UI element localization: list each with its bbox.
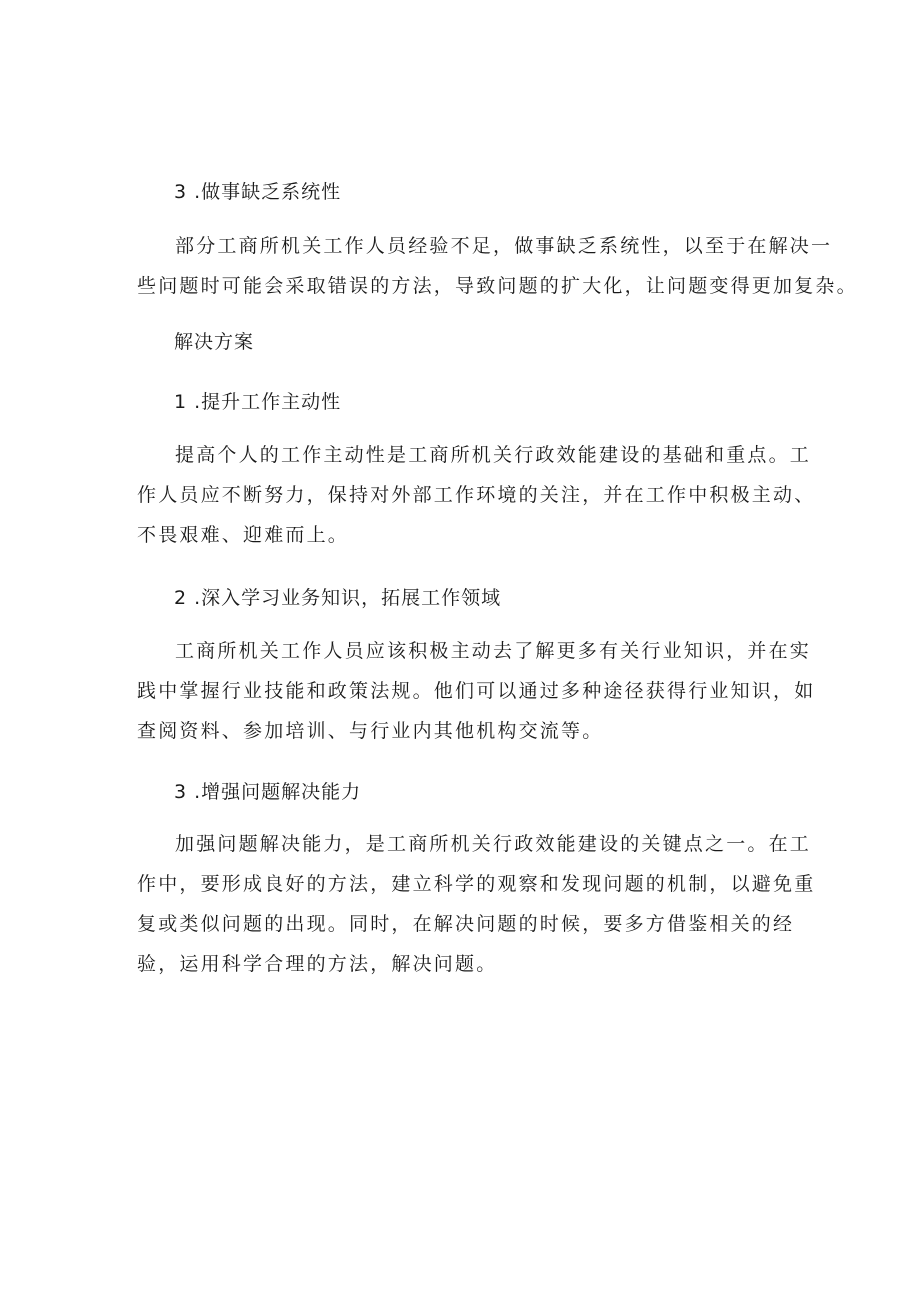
paragraph-problem-solving [137, 824, 816, 984]
paragraph-line: 践中掌握行业技能和政策法规。他们可以通过多种途径获得行业知识，如 [137, 680, 816, 702]
section-heading-learning: 2 .深入学习业务知识，拓展工作领域 [174, 587, 502, 609]
paragraph-initiative [137, 435, 816, 555]
section-heading-problem-solving: 3 .增强问题解决能力 [174, 781, 362, 803]
paragraph-line: 工商所机关工作人员应该积极主动去了解更多有关行业知识，并在实 [175, 640, 812, 662]
paragraph-line: 查阅资料、参加培训、与行业内其他机构交流等。 [137, 720, 604, 742]
paragraph-line: 作人员应不断努力，保持对外部工作环境的关注，并在工作中积极主动、 [137, 484, 816, 506]
paragraph-line: 作中，要形成良好的方法，建立科学的观察和发现问题的机制，以避免重 [137, 873, 816, 895]
paragraph-line: 加强问题解决能力，是工商所机关行政效能建设的关键点之一。在工 [175, 833, 812, 855]
section-heading-initiative: 1 .提升工作主动性 [174, 391, 342, 413]
paragraph-line: 部分工商所机关工作人员经验不足，做事缺乏系统性，以至于在解决一 [175, 235, 833, 257]
paragraph-lack-of-system [137, 226, 858, 306]
paragraph-learning [137, 631, 816, 751]
paragraph-line: 验，运用科学合理的方法，解决问题。 [137, 953, 498, 975]
paragraph-line: 提高个人的工作主动性是工商所机关行政效能建设的基础和重点。工 [175, 444, 812, 466]
solutions-heading: 解决方案 [174, 331, 255, 353]
paragraph-line: 些问题时可能会采取错误的方法，导致问题的扩大化，让问题变得更加复杂。 [137, 275, 858, 297]
paragraph-line: 不畏艰难、迎难而上。 [137, 524, 350, 546]
paragraph-line: 复或类似问题的出现。同时，在解决问题的时候，要多方借鉴相关的经 [137, 913, 795, 935]
section-heading-lack-of-system: 3 .做事缺乏系统性 [174, 181, 342, 203]
